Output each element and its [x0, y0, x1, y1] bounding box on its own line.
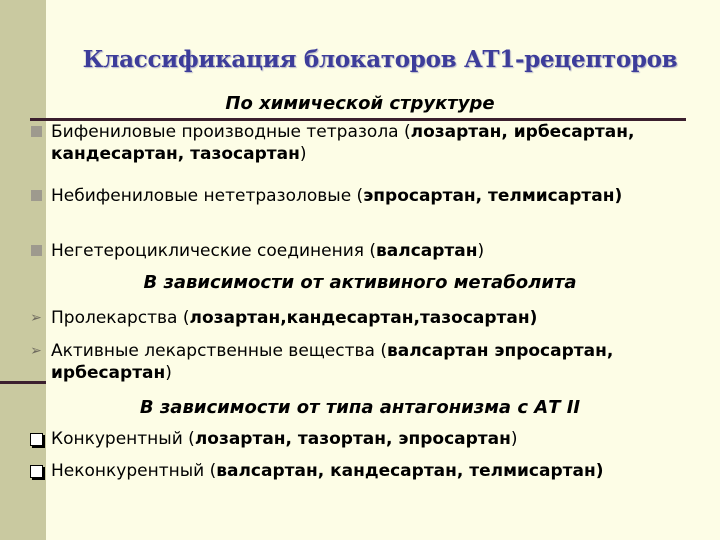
slide-title: Классификация блокаторов АТ1-рецепторов	[82, 46, 678, 73]
list-item	[28, 240, 658, 262]
list-item-text: Бифениловые производные тетразола (лозартан, ирбесартан, кандесартан, тазосартан)	[51, 122, 635, 164]
list-item	[28, 428, 658, 450]
section-heading-antagonism-type: В зависимости от типа антагонизма с АТ II	[139, 397, 581, 418]
square-bullet-icon	[28, 189, 44, 205]
list-item-text: Активные лекарственные вещества (валсартан эпросартан, ирбесартан)	[51, 341, 614, 383]
list-item-text: Небифениловые нететразоловые (эпросартан, телмисартан)	[51, 186, 623, 206]
arrow-bullet-icon: ➢	[30, 310, 42, 326]
list-item-text: Неконкурентный (валсартан, кандесартан, телмисартан)	[51, 461, 604, 481]
square-bullet-icon	[28, 244, 44, 260]
left-sidebar-band	[0, 0, 46, 540]
list-item	[28, 307, 658, 329]
list-item-text: Пролекарства (лозартан,кандесартан,тазосартан)	[51, 308, 538, 328]
list-item	[28, 121, 658, 165]
list-item	[28, 340, 658, 384]
square-bullet-icon	[28, 125, 44, 141]
section-heading-chemical-structure: По химической структуре	[225, 93, 495, 114]
checkbox-bullet-icon	[28, 464, 44, 480]
list-item-text: Конкурентный (лозартан, тазортан, эпросартан)	[51, 429, 518, 449]
list-item-text: Негетероциклические соединения (валсартан)	[51, 241, 485, 261]
arrow-bullet-icon: ➢	[30, 343, 42, 359]
section-heading-active-metabolite: В зависимости от активиного метаболита	[143, 272, 577, 293]
list-item	[28, 185, 658, 207]
list-item	[28, 460, 658, 482]
checkbox-bullet-icon	[28, 432, 44, 448]
